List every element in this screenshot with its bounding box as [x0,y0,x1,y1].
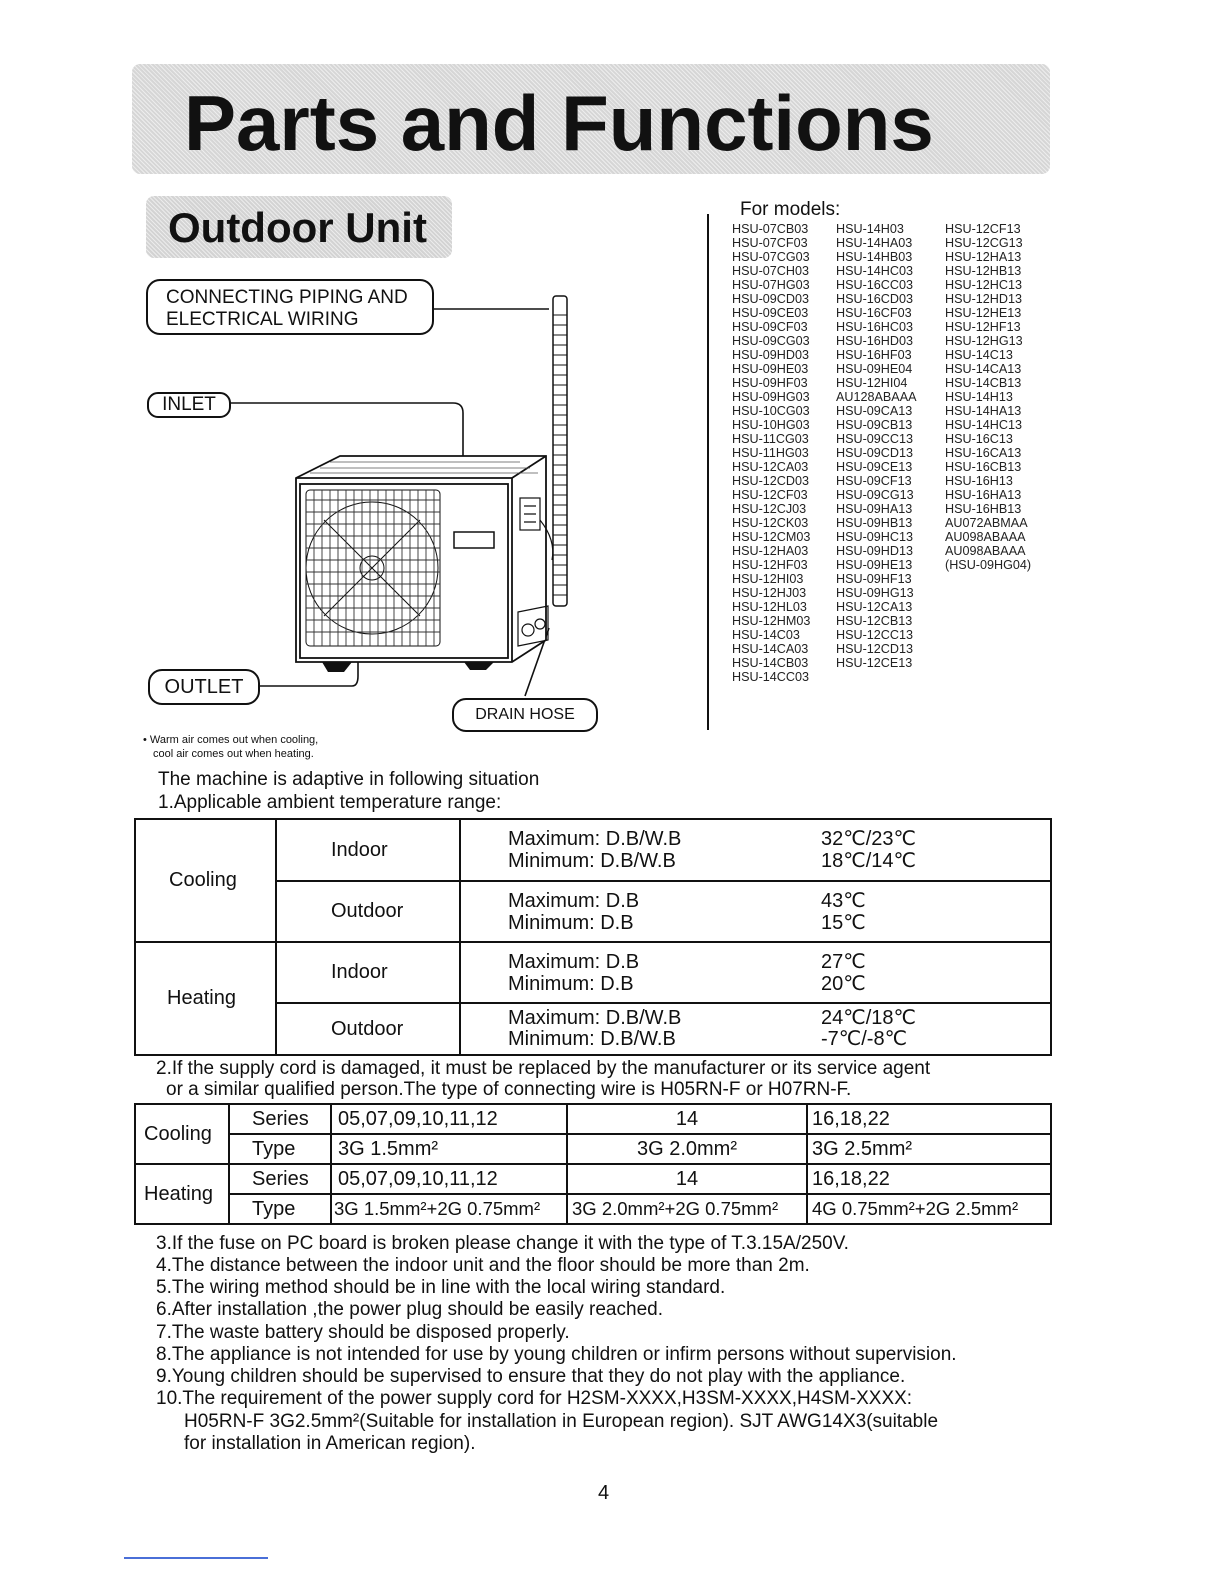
note-10: 10.The requirement of the power supply cord for H2SM-XXXX,H3SM-XXXX,H4SM-XXXX: [156,1388,913,1409]
model-item: HSU-09HE04 [836,362,913,376]
note-9: 9.Young children should be supervised to ensure that they do not play with the appliance. [156,1366,906,1387]
temperature-range-table [134,818,1052,1056]
wire-type-table [134,1103,1052,1225]
type-label: Type [229,1194,331,1224]
model-item: HSU-09HB13 [836,516,913,530]
model-item: HSU-07HG03 [732,278,810,292]
model-item: HSU-16HF03 [836,348,912,362]
type-value: 4G 0.75mm²+2G 2.5mm² [807,1194,1051,1224]
section-title: Outdoor Unit [168,204,427,251]
range-cell [460,881,1051,942]
model-item: HSU-09CC13 [836,432,913,446]
models-column-3 [945,222,1031,572]
type-value: 3G 2.5mm² [807,1134,1051,1164]
model-item: HSU-12CK03 [732,516,809,530]
model-item: HSU-16CB13 [945,460,1022,474]
model-item: HSU-10CG03 [732,404,810,418]
note-10-continued-2: for installation in American region). [184,1433,476,1454]
unit-body [296,456,546,662]
models-heading: For models: [740,199,841,220]
model-item: HSU-09CD03 [732,292,809,306]
model-item: HSU-09CD13 [836,446,913,460]
range-value: 24℃/18℃ [821,1007,916,1029]
model-item: AU098ABAAA [945,530,1026,544]
air-flow-note-line1: • Warm air comes out when cooling, [143,734,319,746]
model-item: AU128ABAAA [836,390,917,404]
heating-cell: Heating [135,942,276,1055]
model-item: HSU-14H03 [836,222,904,236]
model-item: HSU-11CG03 [732,432,809,446]
model-item: HSU-12HM03 [732,614,811,628]
model-item: HSU-14CA03 [732,642,809,656]
model-item: HSU-14HA03 [836,236,913,250]
model-item: HSU-14CB03 [732,656,809,670]
type-value: 3G 1.5mm² [331,1134,567,1164]
model-item: HSU-14C03 [732,628,800,642]
model-item: HSU-14C13 [945,348,1013,362]
model-item: HSU-14HA13 [945,404,1022,418]
table-row [135,1104,1051,1134]
model-item: HSU-09HF13 [836,572,912,586]
model-item: HSU-12HC13 [945,278,1022,292]
model-item: HSU-14CC03 [732,670,809,684]
model-item: HSU-12HE13 [945,306,1022,320]
type-value: 3G 1.5mm²+2G 0.75mm² [331,1194,567,1224]
model-item: AU098ABAAA [945,544,1026,558]
table-row [135,1134,1051,1164]
model-item: HSU-12CF13 [945,222,1021,236]
models-column-1 [732,222,810,684]
range-value: 15℃ [821,911,866,934]
model-item: HSU-07CB03 [732,222,809,236]
model-item: HSU-16HC03 [836,320,913,334]
model-item: HSU-12HL03 [732,600,807,614]
series-label: Series [229,1104,331,1134]
outlet-label [148,669,260,705]
range-label: Maximum: D.B/W.B [508,1007,682,1029]
note-5: 5.The wiring method should be in line with the local wiring standard. [156,1277,726,1298]
model-item: HSU-16C13 [945,432,1013,446]
model-item: HSU-16H13 [945,474,1013,488]
range-label: Maximum: D.B/W.B [508,828,682,850]
drain-hose-label-text: DRAIN HOSE [475,706,575,723]
air-flow-note [143,733,318,761]
air-flow-note-line2: cool air comes out when heating. [153,748,314,760]
outdoor-cell: Outdoor [276,1003,460,1055]
type-value: 3G 2.0mm²+2G 0.75mm² [567,1194,807,1224]
model-item: HSU-12CG13 [945,236,1023,250]
model-item: HSU-12CJ03 [732,502,807,516]
piping-label-line1: CONNECTING PIPING AND [166,287,408,308]
model-item: HSU-12CD13 [836,642,913,656]
range-label: Minimum: D.B [508,972,634,995]
note-6: 6.After installation ,the power plug should be easily reached. [156,1299,663,1320]
model-item: HSU-16CC03 [836,278,913,292]
series-value: 16,18,22 [807,1104,1051,1134]
model-item: HSU-12HF13 [945,320,1021,334]
model-item: HSU-14CB13 [945,376,1022,390]
model-item: HSU-16HA13 [945,488,1022,502]
piping-label-line2: ELECTRICAL WIRING [166,309,359,330]
model-item: HSU-14CA13 [945,362,1022,376]
model-item: HSU-12CE13 [836,656,913,670]
model-item: HSU-09CA13 [836,404,913,418]
range-value: 43℃ [821,889,866,912]
model-item: HSU-12CA13 [836,600,913,614]
range-label: Maximum: D.B [508,950,640,973]
inlet-label [147,392,231,418]
model-item: HSU-16CF03 [836,306,912,320]
range-label: Minimum: D.B/W.B [508,850,676,872]
model-item: HSU-09CB13 [836,418,913,432]
model-item: HSU-14HC13 [945,418,1022,432]
model-item: HSU-09HG13 [836,586,914,600]
model-item: HSU-12CA03 [732,460,809,474]
drain-hose-label [452,698,598,732]
model-item: HSU-12HB13 [945,264,1022,278]
page-number: 4 [598,1482,610,1504]
model-item: HSU-10HG03 [732,418,810,432]
range-label: Maximum: D.B [508,889,640,912]
model-item: HSU-09HF03 [732,376,808,390]
range-value: -7℃/-8℃ [821,1028,908,1050]
model-item: HSU-09HD13 [836,544,913,558]
model-item: HSU-12HD13 [945,292,1022,306]
model-item: HSU-12HF03 [732,558,808,572]
series-value: 16,18,22 [807,1164,1051,1194]
model-item: HSU-07CH03 [732,264,809,278]
model-item: HSU-12HI04 [836,376,908,390]
range-label: Minimum: D.B/W.B [508,1028,676,1050]
model-item: HSU-12CC13 [836,628,913,642]
indoor-cell: Indoor [276,819,460,881]
model-item: HSU-12HI03 [732,572,804,586]
model-item: HSU-12HJ03 [732,586,807,600]
intro-line-1: The machine is adaptive in following situation [158,769,540,790]
models-column-2 [836,222,917,670]
series-value: 14 [567,1164,807,1194]
outlet-label-text: OUTLET [164,676,244,698]
note-7: 7.The waste battery should be disposed properly. [156,1322,570,1343]
series-value: 05,07,09,10,11,12 [331,1164,567,1194]
table-row [135,1194,1051,1224]
footer-rule [124,1557,268,1559]
intro-line-2: 1.Applicable ambient temperature range: [158,792,502,813]
heating-cell: Heating [135,1164,229,1224]
cooling-cell: Cooling [135,1104,229,1164]
range-value: 18℃/14℃ [821,850,916,872]
series-label: Series [229,1164,331,1194]
range-cell [460,1003,1051,1055]
model-item: HSU-16HB13 [945,502,1022,516]
range-value: 27℃ [821,950,866,973]
model-item: HSU-12HG13 [945,334,1023,348]
model-item: HSU-12CD03 [732,474,809,488]
outdoor-unit-diagram [0,0,720,740]
range-value: 20℃ [821,972,866,995]
model-item: HSU-12CB13 [836,614,913,628]
model-item: AU072ABMAA [945,516,1028,530]
note-2-line-1: 2.If the supply cord is damaged, it must be replaced by the manufacturer or its service agent [156,1058,931,1079]
model-item: HSU-09HE13 [836,558,913,572]
range-label: Minimum: D.B [508,911,634,934]
inlet-label-text: INLET [162,394,216,415]
model-item: HSU-09HC13 [836,530,913,544]
note-8: 8.The appliance is not intended for use by young children or infirm persons without supervision. [156,1344,957,1365]
range-cell [460,819,1051,881]
model-item: HSU-16HD03 [836,334,913,348]
range-cell [460,942,1051,1003]
indoor-cell: Indoor [276,942,460,1003]
model-item: HSU-09HG03 [732,390,810,404]
table-row [135,1164,1051,1194]
model-item: HSU-12CF03 [732,488,808,502]
model-item: (HSU-09HG04) [945,558,1032,572]
series-value: 14 [567,1104,807,1134]
model-item: HSU-09CE03 [732,306,809,320]
label-plate [454,532,494,548]
model-item: HSU-09CF13 [836,474,912,488]
model-item: HSU-14HB03 [836,250,913,264]
model-item: HSU-16CD03 [836,292,913,306]
model-item: HSU-07CF03 [732,236,808,250]
model-item: HSU-12HA03 [732,544,809,558]
model-item: HSU-11HG03 [732,446,809,460]
model-item: HSU-09HA13 [836,502,913,516]
table-row [135,942,1051,1003]
model-item: HSU-12HA13 [945,250,1022,264]
model-item: HSU-16CA13 [945,446,1022,460]
series-value: 05,07,09,10,11,12 [331,1104,567,1134]
table-row [135,819,1051,881]
note-3: 3.If the fuse on PC board is broken please change it with the type of T.3.15A/250V. [156,1233,849,1254]
model-item: HSU-12CM03 [732,530,811,544]
model-item: HSU-09CF03 [732,320,808,334]
note-4: 4.The distance between the indoor unit and the floor should be more than 2m. [156,1255,810,1276]
cooling-cell: Cooling [135,819,276,942]
model-item: HSU-09CG13 [836,488,914,502]
model-item: HSU-09CE13 [836,460,913,474]
model-item: HSU-14HC03 [836,264,913,278]
range-value: 32℃/23℃ [821,828,916,850]
piping-tube [553,296,567,606]
model-item: HSU-09HE03 [732,362,809,376]
model-item: HSU-09HD03 [732,348,809,362]
model-item: HSU-09CG03 [732,334,810,348]
note-2-line-2: or a similar qualified person.The type of connecting wire is H05RN-F or H07RN-F. [166,1079,852,1100]
note-10-continued-1: H05RN-F 3G2.5mm²(Suitable for installation in European region). SJT AWG14X3(suitable [184,1411,939,1432]
piping-label [146,279,434,335]
type-value: 3G 2.0mm² [567,1134,807,1164]
outdoor-cell: Outdoor [276,881,460,942]
type-label: Type [229,1134,331,1164]
vertical-divider [707,214,709,730]
page-title: Parts and Functions [184,79,934,167]
unit-feet [322,662,494,672]
model-item: HSU-07CG03 [732,250,810,264]
model-item: HSU-14H13 [945,390,1013,404]
